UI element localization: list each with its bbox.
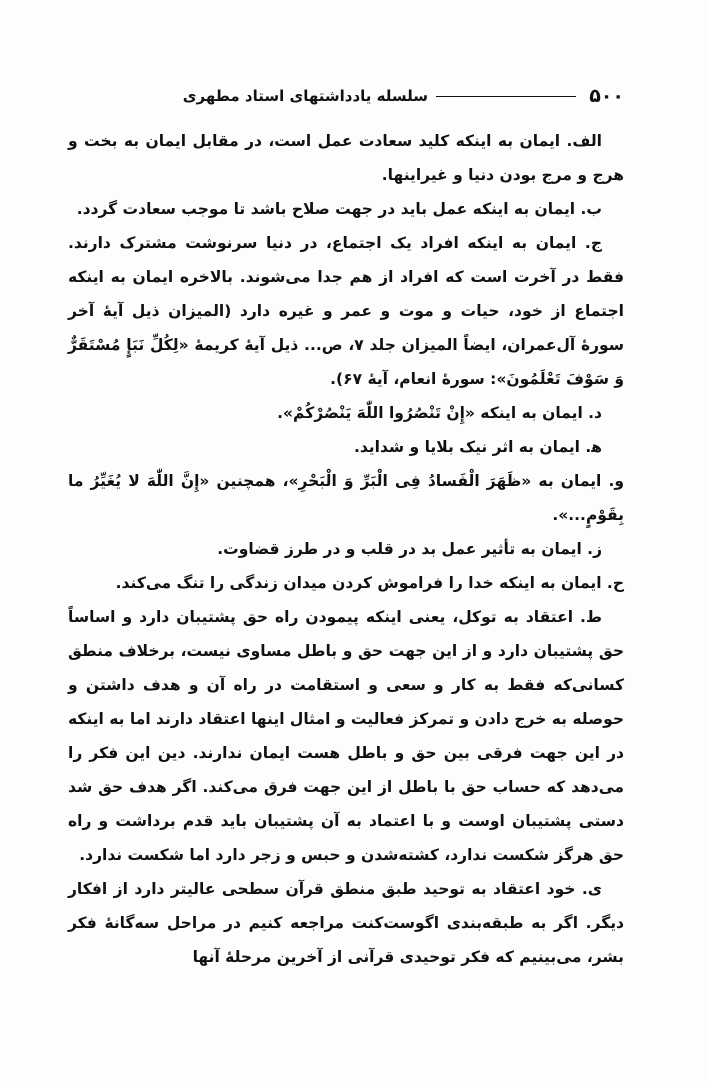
page-number: ۵۰۰ bbox=[589, 85, 624, 107]
header-rule bbox=[436, 96, 576, 97]
paragraph-he-jimi: ح. ایمان به اینکه خدا را فراموش کردن میدان زندگی را تنگ می‌کند. bbox=[115, 574, 624, 592]
body-text bbox=[68, 124, 624, 974]
series-title: سلسله یادداشتهای استاد مطهری bbox=[182, 87, 428, 105]
paragraph-vav: و. ایمان به «ظَهَرَ الْفَسادُ فِی الْبَرِّ وَ الْبَحْرِ»، همچنین «إِنَّ اللّٰهَ لا یُغَیِّرُ ما بِقَوْمٍ...». bbox=[68, 472, 624, 524]
paragraph-ze: ز. ایمان به تأثیر عمل بد در قلب و در طرز قضاوت. bbox=[217, 540, 602, 558]
paragraph-ye: ی. خود اعتقاد به توحید طبق منطق قرآن سطحی عالیتر دارد از افکار دیگر. اگر به طبقه‌بندی اگوست‌کنت مراجعه کنیم در مراحل سه‌گانهٔ فکر بشر، می‌بینیم که فکر توحیدی قرآنی از آخرین مرحلهٔ آنها bbox=[68, 880, 624, 966]
running-header bbox=[64, 84, 624, 108]
paragraph-he: ه‍. ایمان به اثر نیک بلایا و شداید. bbox=[353, 438, 602, 456]
paragraph-be: ب. ایمان به اینکه عمل باید در جهت صلاح باشد تا موجب سعادت گردد. bbox=[76, 200, 602, 218]
paragraph-alef: الف. ایمان به اینکه کلید سعادت عمل است، در مقابل ایمان به بخت و هرج و مرج بودن دنیا و غیراینها. bbox=[68, 132, 624, 184]
paragraph-jim: ج. ایمان به اینکه افراد یک اجتماع، در دنیا سرنوشت مشترک دارند. فقط در آخرت است که افراد از هم جدا می‌شوند. بالاخره ایمان به اینکه اجتماع از خود، حیات و موت و عمر و غیره دارد (المیزان ذیل آیهٔ آخر سورهٔ آل‌عمران، ایضاً المیزان جلد ۷، ص... ذیل آیهٔ کریمهٔ «لِکُلِّ نَبَإٍ مُسْتَقَرٌّ وَ سَوْفَ تَعْلَمُونَ»: سورهٔ انعام، آیهٔ ۶۷). bbox=[68, 234, 625, 388]
paragraph-ta: ط. اعتقاد به توکل، یعنی اینکه پیمودن راه حق پشتیبان دارد و اساساً حق پشتیبان دارد و از این جهت حق و باطل مساوی نیست، برخلاف منطق کسانی‌که فقط به کار و سعی و استقامت در راه آن و هدف داشتن و حوصله به خرج دادن و تمرکز فعالیت و امثال اینها اعتقاد دارند اما به اینکه در این جهت فرقی بین حق و باطل هست ایمان ندارند. دین این فکر را می‌دهد که حساب حق با باطل از این جهت فرق می‌کند. اگر هدف حق شد دستی پشتیبان اوست و با اعتماد به آن پشتیبان باید قدم برداشت و راه حق هرگز شکست ندارد، کشته‌شدن و حبس و زجر دارد اما شکست ندارد. bbox=[68, 608, 624, 864]
paragraph-dal: د. ایمان به اینکه «إِنْ تَنْصُرُوا اللّٰهَ یَنْصُرْکُمْ». bbox=[277, 404, 602, 422]
